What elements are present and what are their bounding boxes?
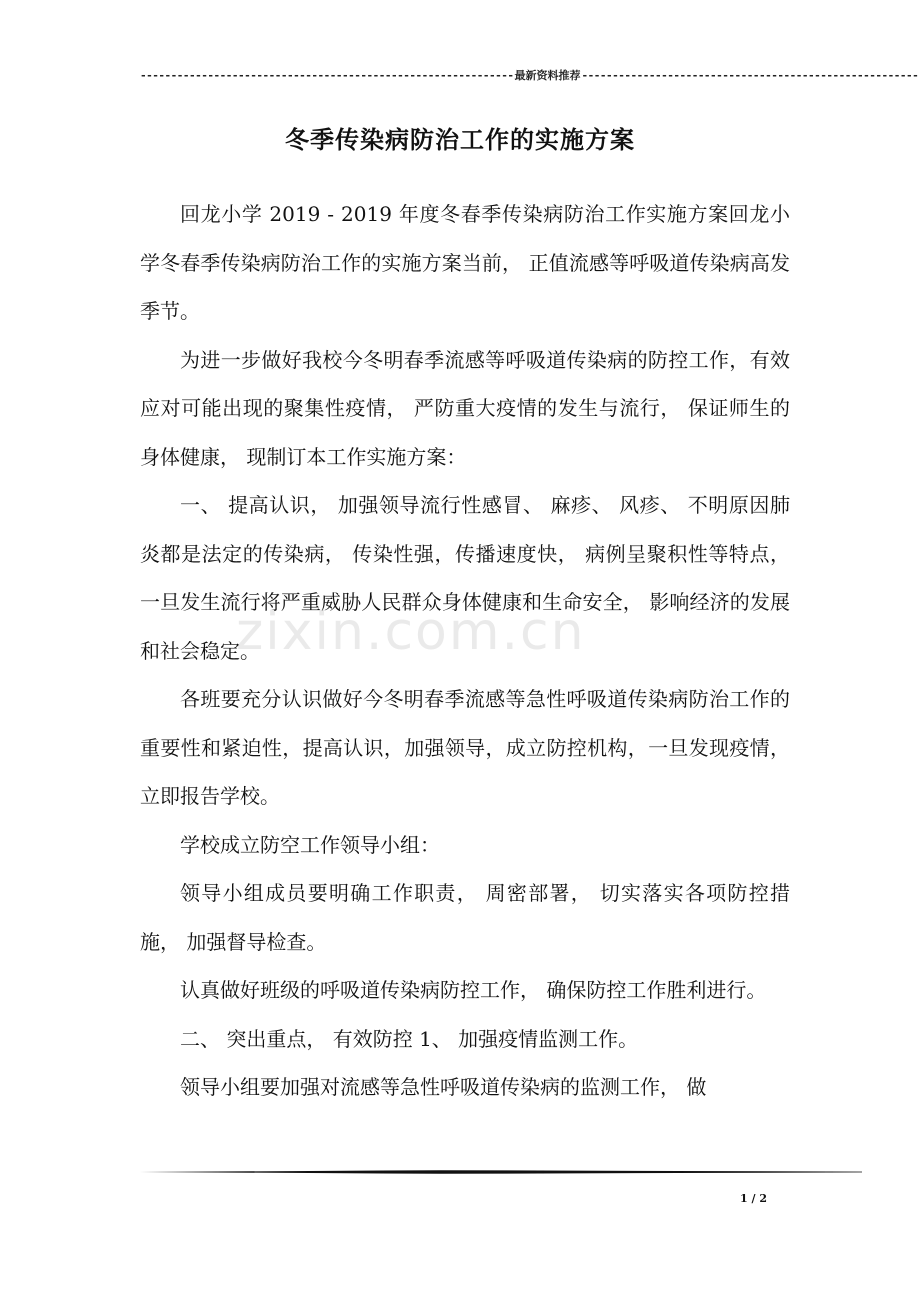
paragraph: 认真做好班级的呼吸道传染病防控工作， 确保防控工作胜利进行。 bbox=[180, 978, 767, 1002]
header-dashes-right: ------------------------------------------------------- bbox=[581, 69, 919, 82]
paragraph: 为进一步做好我校今冬明春季流感等呼吸道传染病的防控工作，有效应对可能出现的聚集性疫情， 严防重大疫情的发生与流行， 保证师生的身体健康， 现制订本工作实施方案： bbox=[140, 347, 790, 469]
header-dashes-left: ------------------------------------------------------------- bbox=[140, 69, 514, 82]
watermark: zixin.com.cn bbox=[236, 602, 586, 662]
paragraph: 领导小组要加强对流感等急性呼吸道传染病的监测工作， 做 bbox=[180, 1075, 707, 1099]
document-body bbox=[140, 190, 790, 1112]
paragraph: 回龙小学 2019 - 2019 年度冬春季传染病防治工作实施方案回龙小学冬春季传染病防治工作的实施方案当前， 正值流感等呼吸道传染病高发季节。 bbox=[140, 202, 790, 323]
header-label: 最新资料推荐 bbox=[514, 69, 581, 82]
page-header bbox=[140, 66, 919, 86]
paragraph: 领导小组成员要明确工作职责， 周密部署， 切实落实各项防控措施， 加强督导检查。 bbox=[140, 881, 790, 954]
document-title: 冬季传染病防治工作的实施方案 bbox=[285, 125, 635, 154]
paragraph: 一、 提高认识， 加强领导流行性感冒、 麻疹、 风疹、 不明原因肺炎都是法定的传染病， 传染性强，传播速度快， 病例呈聚积性等特点， 一旦发生流行将严重威胁人民群众身体健康和生命安全， 影响经济的发展和社会稳定。 bbox=[140, 493, 790, 663]
paragraph: 各班要充分认识做好今冬明春季流感等急性呼吸道传染病防治工作的重要性和紧迫性，提高认识，加强领导，成立防控机构，一旦发现疫情， 立即报告学校。 bbox=[140, 687, 790, 808]
paragraph: 学校成立防空工作领导小组： bbox=[180, 832, 440, 857]
paragraph: 二、 突出重点， 有效防控 1、 加强疫情监测工作。 bbox=[180, 1026, 639, 1051]
footer-rule bbox=[140, 1170, 862, 1174]
page-number: 1 / 2 bbox=[740, 1192, 767, 1205]
